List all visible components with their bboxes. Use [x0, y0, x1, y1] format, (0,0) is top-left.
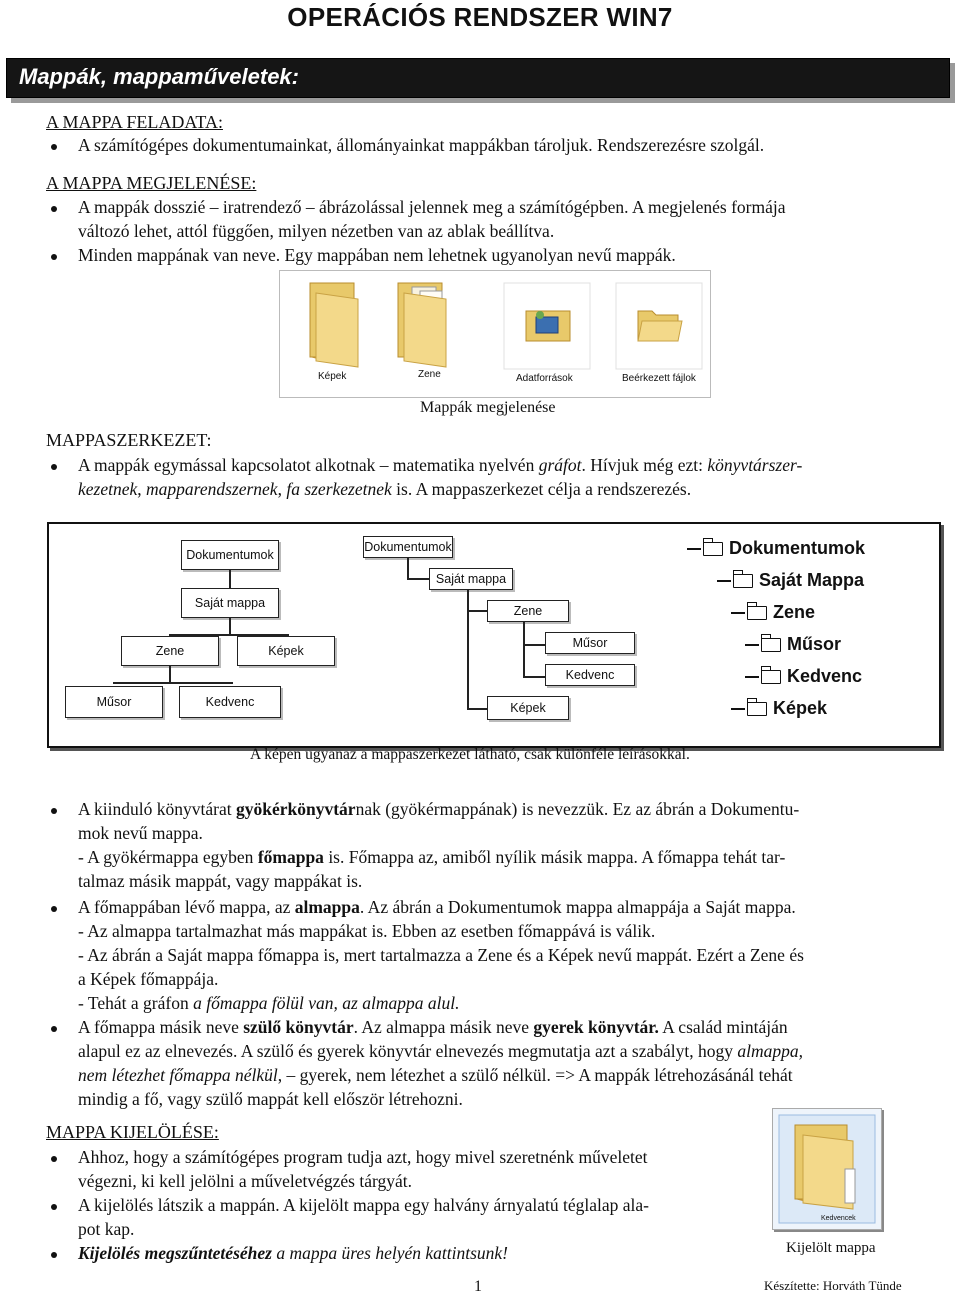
node-kepek: Képek [237, 636, 335, 666]
tree-item-sajat-mappa: Saját Mappa [717, 570, 864, 591]
node-musor: Műsor [65, 686, 163, 718]
bullet [51, 1156, 57, 1162]
text-szulo: A főmappa másik neve szülő könyvtár. Az almappa másik neve gyerek könyvtár. A család mintáján [78, 1017, 788, 1037]
text-line: A kijelölés látszik a mappán. A kijelölt mappa egy halvány árnyalatú téglalap ala- [78, 1195, 649, 1215]
text-mappaszerkezet-1: A mappák egymással kapcsolatot alkotnak – matematika nyelvén gráfot. Hívjuk még ezt: könyvtárszer- [78, 455, 803, 475]
node-kepek: Képek [487, 696, 569, 720]
text-line: pot kap. [78, 1219, 135, 1239]
data-sources-icon [526, 311, 570, 341]
text-almappa: A főmappában lévő mappa, az almappa. Az ábrán a Dokumentumok mappa almappája a Saját mappa. [78, 897, 796, 917]
tree-item-dokumentumok: Dokumentumok [687, 538, 865, 559]
section-banner [6, 58, 950, 98]
text-line: végezni, ki kell jelölni a műveletvégzés tárgyát. [78, 1171, 413, 1191]
text-line: Kijelölés megszűntetéséhez a mappa üres helyén kattintsunk! [78, 1243, 508, 1263]
page-title: OPERÁCIÓS RENDSZER WIN7 [287, 2, 673, 32]
folder-icon [761, 638, 781, 652]
structure-diagram [47, 522, 941, 748]
node-sajat-mappa: Saját mappa [429, 568, 513, 590]
folder-icon [733, 574, 753, 588]
text-line: - Az almappa tartalmazhat más mappákat is. Ebben az esetben főmappává is válik. [78, 921, 656, 941]
author: Készítette: Horváth Tünde [764, 1278, 902, 1293]
node-zene: Zene [121, 636, 219, 666]
tree-item-kepek: Képek [731, 698, 827, 719]
folder-label: Beérkezett fájlok [622, 373, 696, 384]
bullet [51, 144, 57, 150]
text-mappaszerkezet-2: kezetnek, mapparendszernek, fa szerkezetnek is. A mappaszerkezet célja a rendszerezés. [78, 479, 692, 499]
folder-icon [773, 1109, 881, 1229]
figure-caption: Mappák megjelenése [420, 399, 556, 416]
selected-folder-image [772, 1108, 882, 1230]
image-caption: Kijelölt mappa [786, 1240, 876, 1256]
heading-feladata: A MAPPA FELADATA: [46, 112, 223, 132]
text-line: - Tehát a gráfon a főmappa fölül van, az almappa alul. [78, 993, 460, 1013]
text-feladata: A számítógépes dokumentumainkat, állományainkat mappákban tároljuk. Rendszerezésre szolgál. [78, 135, 765, 155]
diagram-caption: A képen ugyanaz a mappaszerkezet látható, csak különféle leírásokkal. [250, 746, 690, 763]
text-line: a Képek főmappája. [78, 969, 219, 989]
incoming-folder-icon [638, 311, 682, 341]
text-megjelenese-2: változó lehet, attól függően, milyen nézetben van az ablak beállítva. [78, 221, 555, 241]
folder-icon [747, 606, 767, 620]
text-line: - A gyökérmappa egyben főmappa is. Főmappa az, amiből nyílik másik mappa. A főmappa tehát tar- [78, 847, 786, 867]
folder-views-image [279, 270, 711, 398]
page-number: 1 [474, 1278, 482, 1295]
folder-label: Képek [318, 371, 347, 382]
bullet [51, 1252, 57, 1258]
bullet [51, 1026, 57, 1032]
bullet [51, 808, 57, 814]
bullet [51, 254, 57, 260]
node-sajat-mappa: Saját mappa [181, 588, 279, 618]
text-line: mok nevű mappa. [78, 823, 203, 843]
tree-item-kedvenc: Kedvenc [745, 666, 862, 687]
tree-item-zene: Zene [731, 602, 815, 623]
heading-kijelolese: MAPPA KIJELÖLÉSE: [46, 1122, 219, 1142]
node-zene: Zene [487, 600, 569, 622]
folder-icon [703, 542, 723, 556]
folder-label: Zene [418, 369, 441, 380]
folder-icon [761, 670, 781, 684]
folder-icon [747, 702, 767, 716]
banner-title: Mappák, mappaműveletek: [19, 64, 299, 89]
text-megjelenese-1: A mappák dosszié – iratrendező – ábrázolással jelennek meg a számítógépben. A megjelenés formája [78, 197, 786, 217]
text-line: - Az ábrán a Saját mappa főmappa is, mert tartalmazza a Zene és a Képek nevű mappát. Ezért a Zene és [78, 945, 804, 965]
node-dokumentumok: Dokumentumok [181, 540, 279, 570]
text-line: Ahhoz, hogy a számítógépes program tudja azt, hogy mivel szeretnénk műveletet [78, 1147, 648, 1167]
heading-megjelenese: A MAPPA MEGJELENÉSE: [46, 173, 257, 193]
bullet [51, 906, 57, 912]
node-dokumentumok: Dokumentumok [363, 536, 453, 558]
folder-icon [398, 283, 446, 367]
bullet [51, 464, 57, 470]
text-line: mindig a fő, vagy szülő mappát kell először létrehozni. [78, 1089, 463, 1109]
text-line: talmaz másik mappát, vagy mappákat is. [78, 871, 363, 891]
text-megjelenese-3: Minden mappának van neve. Egy mappában nem lehetnek ugyanolyan nevű mappák. [78, 245, 676, 265]
node-kedvenc: Kedvenc [179, 686, 281, 718]
text-line: alapul ez az elnevezés. A szülő és gyerek könyvtár elnevezés megmutatja azt a szabályt, hogy almappa, [78, 1041, 804, 1061]
bullet [51, 1204, 57, 1210]
folder-label: Kedvencek [821, 1215, 856, 1222]
text-line: nem létezhet főmappa nélkül, – gyerek, nem létezhet a szülő nélkül. => A mappák létrehozásánál tehát [78, 1065, 793, 1085]
node-kedvenc: Kedvenc [545, 664, 635, 686]
bullet [51, 206, 57, 212]
folder-icon [310, 283, 358, 367]
folder-label: Adatforrások [516, 373, 573, 384]
text-gyokerkonyvtar: A kiinduló könyvtárat gyökérkönyvtárnak (gyökérmappának) is nevezzük. Ez az ábrán a Dokumentu- [78, 799, 800, 819]
heading-mappaszerkezet: MAPPASZERKEZET: [46, 430, 212, 450]
tree-item-musor: Műsor [745, 634, 841, 655]
node-musor: Műsor [545, 632, 635, 654]
